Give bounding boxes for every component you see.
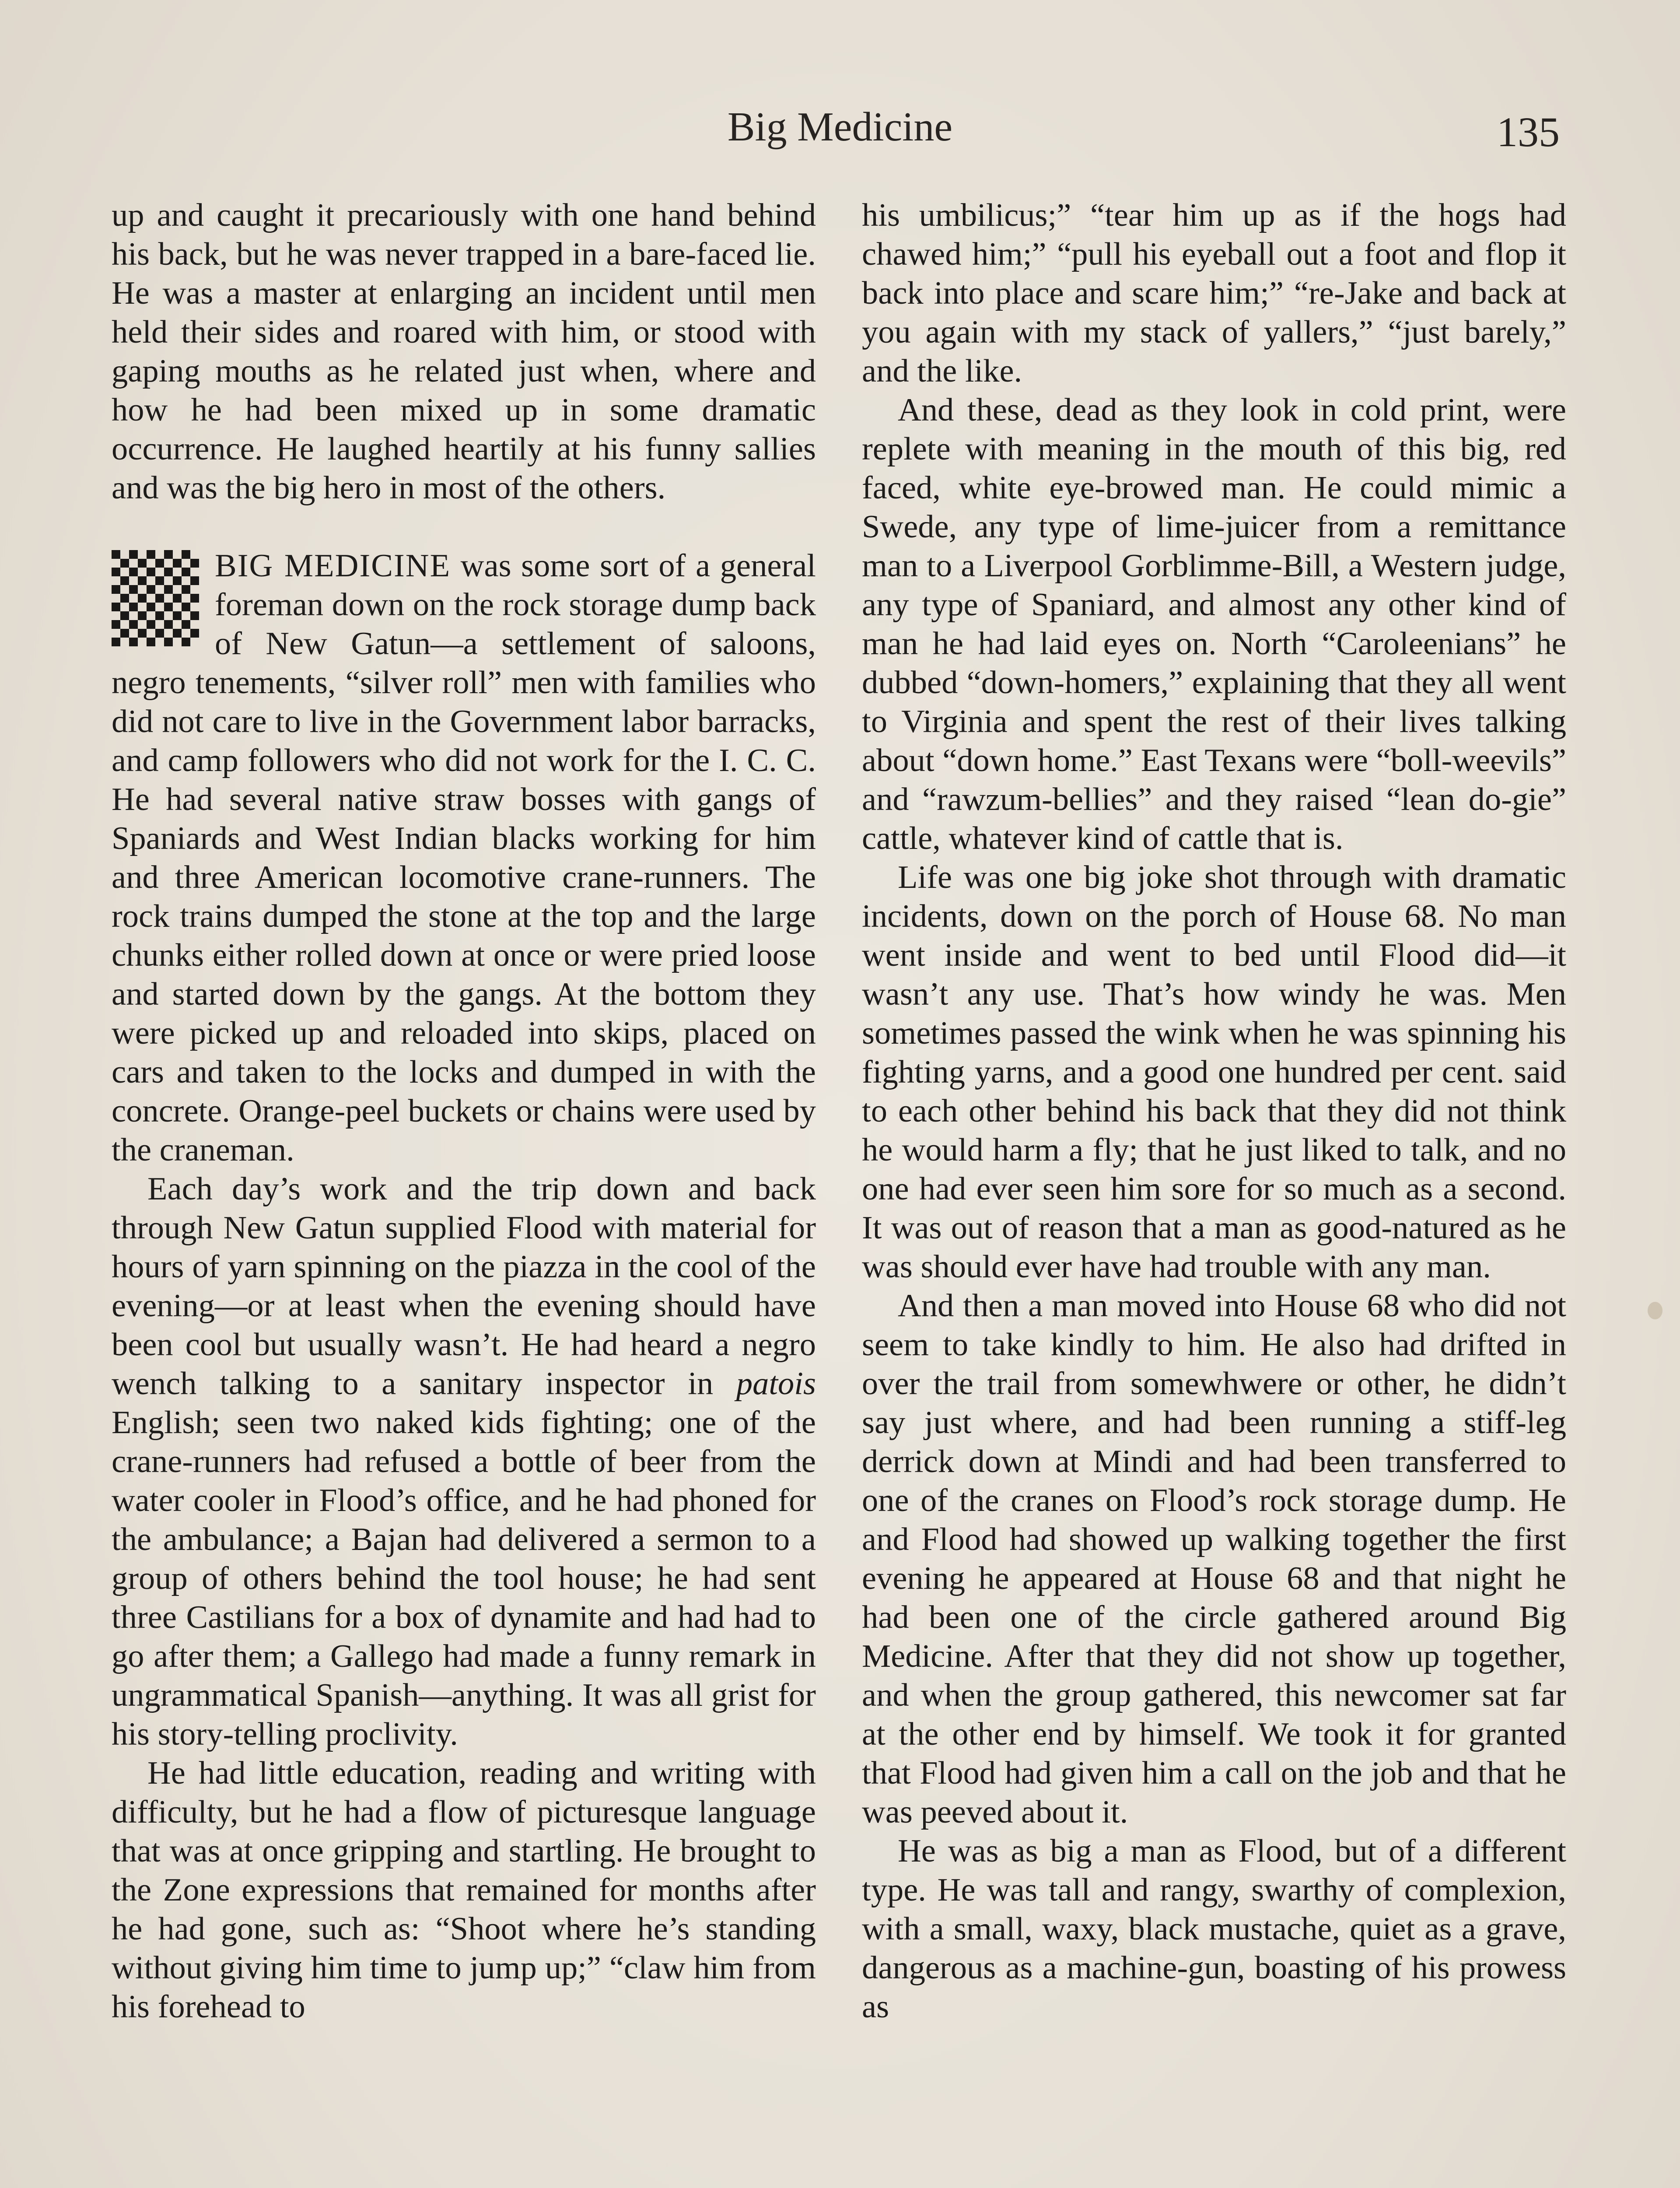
page-number: 135 [1497,109,1560,155]
paragraph: And these, dead as they look in cold print, were replete with meaning in the mouth of this big, red faced, white eye-browed man. He could mimic a Swede, any type of lime-juicer from a remittance man to a Liverpool Gorblimme-Bill, a Western judge, any type of Spaniard, and almost any other kind of man he had laid eyes on. North “Caroleenians” he dubbed “down-homers,” explaining that they all went to Virginia and spent the rest of their lives talking about “down home.” East Texans were “boll-weevils” and “rawzum-bellies” and they raised “lean do-gie” cattle, whatever kind of cattle that is. [862,392,1566,856]
paragraph-text: was some sort of a general foreman down on the rock storage dump back of New Gatun—a settlement of saloons, negro tenements, “silver roll” men with families who did not care to live in the Government labor barracks, and camp followers who did not work for the I. C. C. He had several native straw bosses with gangs of Spaniards and West Indian blacks working for him and three American locomotive crane-runners. The rock trains dumped the stone at the top and the large chunks either rolled down at once or were pried loose and started down by the gangs. At the bottom they were picked up and reloaded into skips, placed on cars and taken to the locks and dumped in with the concrete. Orange-peel buckets or chains were used by the craneman. [112,548,816,1168]
section-lead-words: BIG MEDICINE [215,548,451,584]
paragraph: up and caught it precariously with one hand behind his back, but he was never trapped in a bare-faced lie. He was a master at enlarging an incident until men held their sides and roared with him, or stood with gaping mouths as he related just when, where and how he had been mixed up in some dramatic occurrence. He laughed heartily at his funny sallies and was the big hero in most of the others. [112,197,816,506]
italic-word: patois [736,1366,816,1402]
paragraph [112,1170,816,1754]
paragraph: And then a man moved into House 68 who did not seem to take kindly to him. He also had drifted in over the trail from somewhwere or other, he didn’t say just where, and had been running a stiff-leg derrick down at Mindi and had been transferred to one of the cranes on Flood’s rock storage dump. He and Flood had showed up walking together the first evening he appeared at House 68 and that night he had been one of the circle gathered around Big Medicine. After that they did not show up together, and when the group gathered, this newcomer sat far at the other end by himself. We took it for granted that Flood had given him a call on the job and that he was peeved about it. [862,1288,1566,1830]
running-head [0,98,1680,160]
left-column [112,196,816,2027]
paragraph: his umbilicus;” “tear him up as if the hogs had chawed him;” “pull his eyeball out a foot and flop it back into place and scare him;” “re-Jake and back at you again with my stack of yallers,” “just barely,” and the like. [862,197,1566,389]
section-opening-paragraph [112,547,816,1170]
right-column [862,196,1566,2027]
paragraph: Life was one big joke shot through with dramatic incidents, down on the porch of House 68. No man went inside and went to bed until Flood did—it wasn’t any use. That’s how windy he was. Men sometimes passed the wink when he was spinning his fighting yarns, and a good one hundred per cent. said to each other behind his back that they did not think he would harm a fly; that he just liked to talk, and no one had ever seen him sore for so much as a second. It was out of reason that a man as good-natured as he was should ever have had trouble with any man. [862,859,1566,1285]
paragraph-text: English; seen two naked kids fighting; one of the crane-runners had refused a bottle of beer from the water cooler in Flood’s office, and he had phoned for the ambulance; a Bajan had delivered a sermon to a group of others behind the tool house; he had sent three Castilians for a box of dynamite and had had to go after them; a Gallego had made a funny remark in ungrammatical Spanish—anything. It was all grist for his story-telling proclivity. [112,1405,816,1752]
paragraph: He was as big a man as Flood, but of a different type. He was tall and rangy, swarthy of complexion, with a small, waxy, black mustache, quiet as a grave, dangerous as a machine-gun, boasting of his prowess as [862,1833,1566,2025]
paragraph: He had little education, reading and writing with difficulty, but he had a flow of picturesque language that was at once gripping and startling. He brought to the Zone expressions that remained for months after he had gone, such as: “Shoot where he’s standing without giving him time to jump up;” “claw him from his forehead to [112,1755,816,2025]
running-title: Big Medicine [727,104,953,150]
paragraph-text: Each day’s work and the trip down and back through New Gatun supplied Flood with material for hours of yarn spinning on the piazza in the cool of the evening—or at least when the evening should have been cool but usually wasn’t. He had heard a negro wench talking to a sanitary inspector in [112,1171,816,1402]
paper-stain [1648,1302,1662,1319]
decorative-checkered-ornament-icon [112,550,199,646]
